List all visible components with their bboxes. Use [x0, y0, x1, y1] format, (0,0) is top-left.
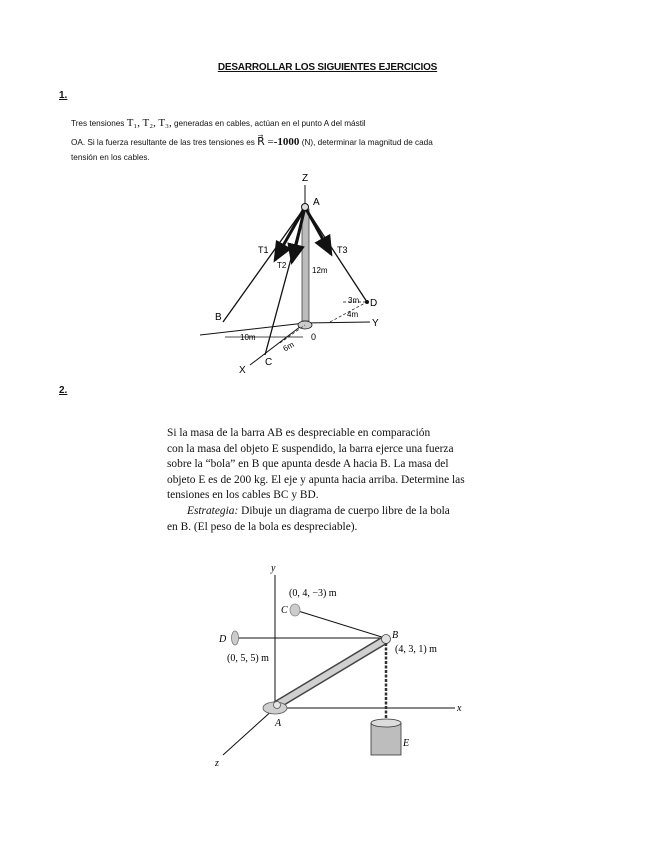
statement-line: tensiones en los cables BC y BD.	[167, 489, 319, 502]
label-4m: 4m	[347, 310, 359, 319]
label-b: B	[215, 312, 222, 323]
exercise-2-statement	[167, 426, 512, 535]
mast	[302, 209, 309, 321]
label-d-coord: (0, 5, 5) m	[227, 653, 269, 664]
dim-6m	[280, 325, 305, 343]
object-e	[371, 723, 401, 755]
statement-line: sobre la “bola” en B que apunta desde A hacia B. La masa del	[167, 458, 449, 471]
point-a	[302, 204, 309, 211]
label-a: A	[275, 718, 282, 729]
label-o: 0	[311, 332, 317, 342]
label-e: E	[403, 738, 410, 749]
statement-line: con la masa del objeto E suspendido, la barra ejerce una fuerza	[167, 442, 454, 455]
label-d: D	[370, 298, 378, 309]
label-t2: T2	[277, 261, 287, 270]
resultant-symbol: R⃗	[257, 136, 265, 148]
point-d	[365, 300, 369, 304]
strategy-label: Estrategia:	[187, 504, 239, 517]
statement-line: objeto E es de 200 kg. El eje y apunta hacia arriba. Determine las	[167, 473, 465, 486]
label-mast-height: 12m	[312, 266, 328, 275]
label-z: z	[215, 758, 219, 769]
joint-a	[274, 702, 281, 709]
bar-ab	[275, 640, 385, 706]
label-10m: 10m	[240, 333, 256, 342]
strategy-line: Estrategia: Dibuje un diagrama de cuerpo libre de la bola	[187, 504, 450, 517]
label-z: Z	[302, 173, 309, 184]
tensions-symbols: T₁, T₂, T₃,	[126, 117, 172, 129]
label-a: A	[313, 197, 320, 208]
label-b: B	[392, 630, 399, 641]
label-b-coord: (4, 3, 1) m	[395, 644, 437, 655]
mast-figure	[195, 165, 395, 380]
label-c: C	[265, 357, 273, 368]
exercise-2-number: 2.	[59, 385, 68, 396]
strategy-line-2: en B. (El peso de la bola es despreciable).	[167, 520, 358, 533]
anchor-c	[290, 604, 300, 616]
ball-b	[382, 635, 391, 644]
label-x: X	[239, 365, 246, 376]
x-axis	[250, 323, 305, 365]
statement-line-2: OA. Si la fuerza resultante de las tres tensiones es R⃗ =-1000 (N), determinar la magnitud de cada	[71, 136, 433, 148]
label-t1: T1	[258, 245, 269, 255]
y-axis	[305, 322, 370, 323]
exercise-1-statement	[71, 118, 541, 163]
z-axis	[223, 708, 275, 755]
label-c-coord: (0, 4, −3) m	[289, 588, 337, 599]
label-6m: 6m	[281, 339, 296, 354]
page-title: DESARROLLAR LOS SIGUIENTES EJERCICIOS	[217, 62, 438, 73]
label-t3: T3	[337, 245, 348, 255]
statement-line-3: tensión en los cables.	[71, 153, 150, 162]
statement-line-1: Tres tensiones T₁, T₂, T₃, generadas en cables, actúan en el punto A del mástil	[71, 117, 366, 129]
label-c: C	[281, 605, 288, 616]
label-d: D	[219, 634, 227, 645]
cable-ab	[223, 207, 305, 322]
label-x: x	[457, 703, 462, 714]
exercise-1-number: 1.	[59, 90, 68, 101]
statement-line: Si la masa de la barra AB es despreciable en comparación	[167, 427, 431, 439]
bar-figure	[205, 560, 485, 775]
label-3m: 3m	[348, 296, 360, 305]
resultant-value: -1000	[273, 136, 300, 148]
label-y: Y	[372, 318, 379, 329]
anchor-d	[232, 631, 239, 645]
t1-arrow	[275, 207, 305, 260]
cable-bc	[295, 610, 385, 638]
object-e-top	[371, 719, 401, 727]
label-y: y	[271, 563, 276, 574]
